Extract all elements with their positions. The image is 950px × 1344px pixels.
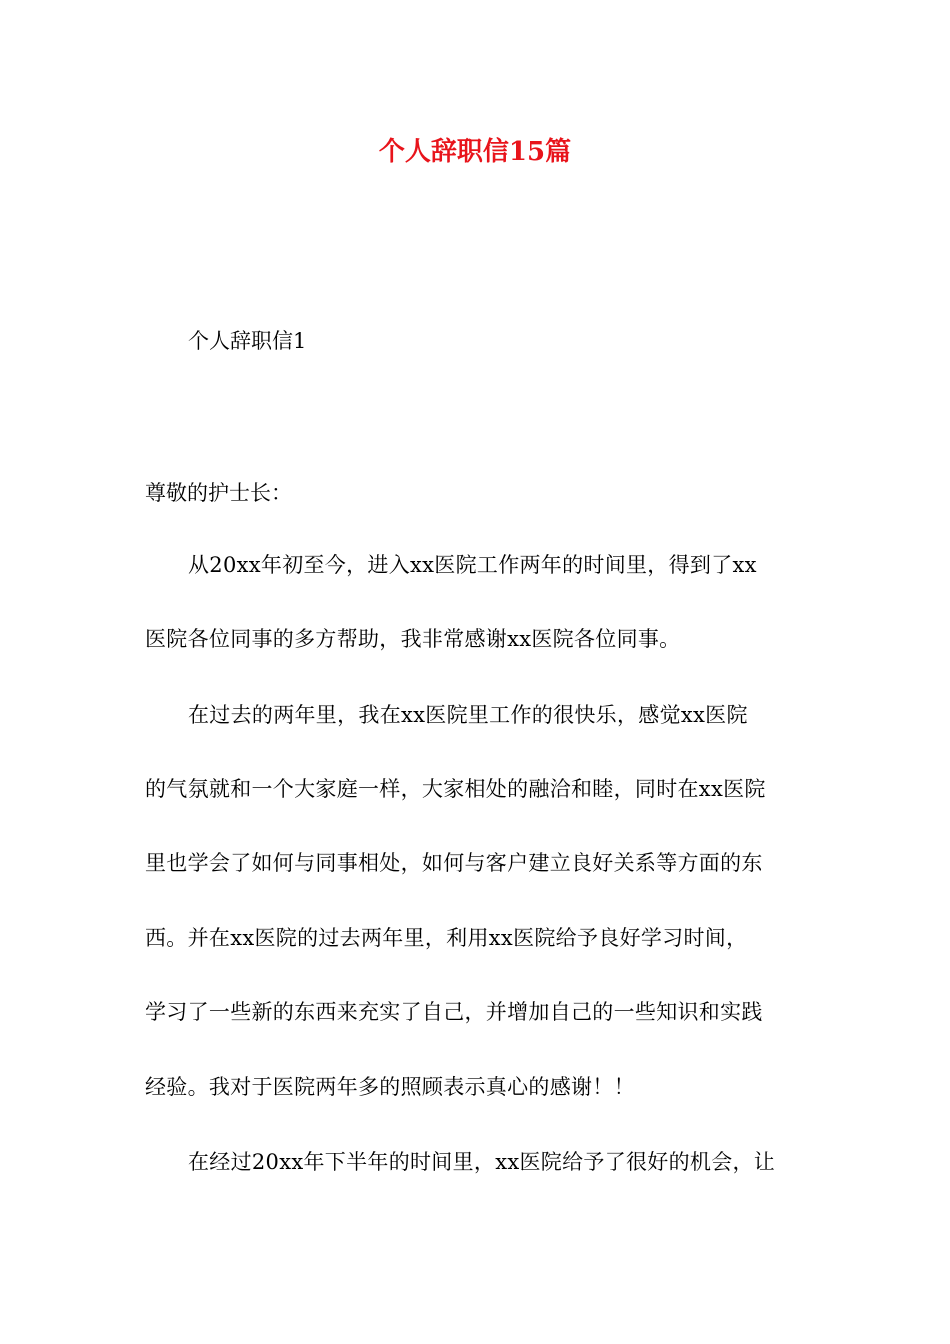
body-line: 从20xx年初至今，进入xx医院工作两年的时间里，得到了xx [188,553,757,577]
body-line: 在经过20xx年下半年的时间里，xx医院给予了很好的机会，让 [188,1150,776,1174]
body-line: 里也学会了如何与同事相处，如何与客户建立良好关系等方面的东 [145,851,763,875]
salutation: 尊敬的护士长： [145,481,292,505]
body-line: 经验。我对于医院两年多的照顾表示真心的感谢！！ [145,1075,635,1099]
body-line: 学习了一些新的东西来充实了自己，并增加自己的一些知识和实践 [145,1000,763,1024]
body-line: 西。并在xx医院的过去两年里，利用xx医院给予良好学习时间， [145,926,748,950]
document-title: 个人辞职信15篇 [378,137,572,167]
section-heading: 个人辞职信1 [188,329,307,353]
body-line: 的气氛就和一个大家庭一样，大家相处的融洽和睦，同时在xx医院 [145,777,766,801]
body-line: 医院各位同事的多方帮助，我非常感谢xx医院各位同事。 [145,627,681,651]
body-line: 在过去的两年里，我在xx医院里工作的很快乐，感觉xx医院 [188,703,748,727]
